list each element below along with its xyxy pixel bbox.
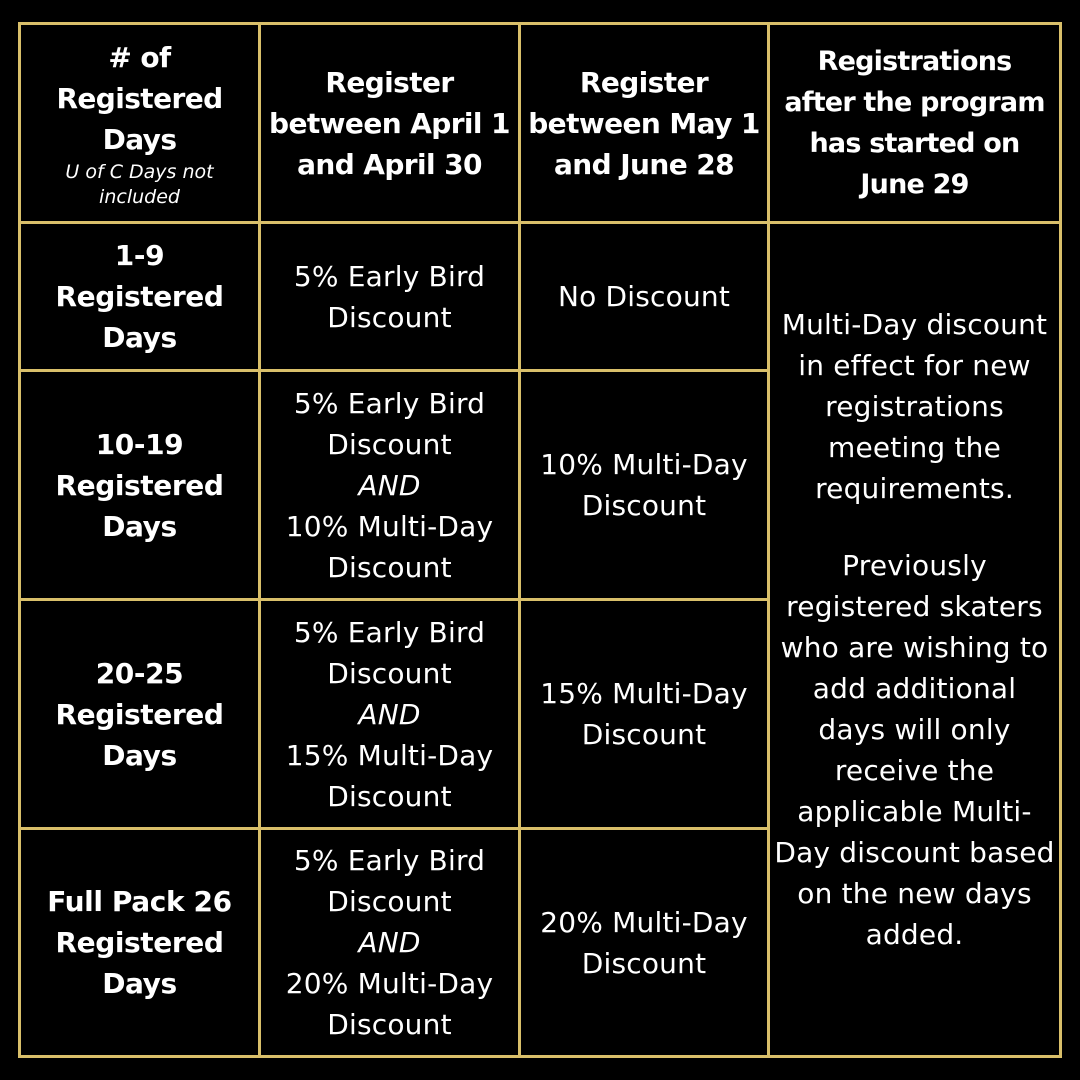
- cell-line: added.: [865, 918, 964, 951]
- cell-line: Discount: [327, 427, 452, 461]
- cell-line: Discount: [327, 550, 452, 584]
- row-label-10-19: [21, 372, 258, 598]
- header-line: and June 28: [553, 147, 734, 181]
- header-line: # of: [108, 40, 171, 74]
- header-april: [261, 25, 518, 221]
- cell-line: Day discount based: [774, 836, 1055, 869]
- april-cell-full-pack: [261, 830, 518, 1055]
- header-may: [521, 25, 767, 221]
- header-line: Days: [102, 122, 177, 156]
- row-label-line: 20-25: [95, 656, 184, 690]
- row-label-1-9: [21, 224, 258, 369]
- cell-line: Multi-Day discount: [781, 308, 1048, 341]
- header-line: and April 30: [297, 147, 482, 181]
- discount-table: [18, 22, 1062, 1058]
- cell-line: No Discount: [557, 280, 731, 313]
- row-label-line: 1-9: [114, 239, 165, 272]
- header-days: [21, 25, 258, 221]
- cell-line: Discount: [327, 1008, 452, 1041]
- cell-line: 20% Multi-Day: [285, 967, 494, 1000]
- cell-line: on the new days: [797, 877, 1032, 910]
- row-label-line: Registered: [55, 280, 224, 313]
- cell-line: Discount: [327, 885, 452, 918]
- row-label-line: 10-19: [95, 427, 184, 461]
- cell-line: Discount: [581, 489, 707, 522]
- cell-line: days will only: [818, 713, 1011, 746]
- row-label-line: Days: [102, 967, 177, 1000]
- may-cell-full-pack: [521, 830, 767, 1055]
- cell-line: 5% Early Bird: [293, 615, 486, 649]
- cell-line: 15% Multi-Day: [285, 738, 494, 772]
- header-line: has started on: [809, 128, 1020, 159]
- header-line: after the program: [784, 87, 1045, 118]
- cell-line: Previously: [842, 549, 987, 582]
- header-line: between May 1: [528, 106, 760, 140]
- cell-line: Discount: [581, 718, 707, 751]
- cell-line: Discount: [327, 779, 452, 813]
- cell-line: registrations: [825, 390, 1004, 423]
- april-cell-10-19: [261, 372, 518, 598]
- row-label-line: Registered: [55, 926, 224, 959]
- after-start-cell: [770, 224, 1059, 1055]
- row-label-line: Registered: [55, 697, 224, 731]
- may-cell-10-19: [521, 372, 767, 598]
- and-label: AND: [358, 697, 421, 731]
- cell-line: 10% Multi-Day: [540, 448, 748, 481]
- header-line: Registrations: [817, 46, 1012, 77]
- row-label-20-25: [21, 601, 258, 827]
- header-line: Register: [325, 65, 454, 99]
- cell-line: requirements.: [815, 472, 1014, 505]
- row-label-line: Registered: [55, 468, 224, 502]
- cell-line: 20% Multi-Day: [540, 905, 748, 939]
- cell-line: registered skaters: [786, 590, 1043, 623]
- header-note-line: U of C Days not: [65, 160, 214, 183]
- cell-line: 5% Early Bird: [293, 386, 486, 420]
- april-cell-20-25: [261, 601, 518, 827]
- cell-line: 5% Early Bird: [293, 259, 486, 293]
- row-label-line: Days: [102, 738, 177, 772]
- cell-line: Discount: [327, 656, 452, 690]
- cell-line: Discount: [327, 300, 452, 334]
- cell-line: who are wishing to: [780, 631, 1049, 664]
- header-line: between April 1: [269, 106, 510, 140]
- header-line: Registered: [56, 81, 223, 115]
- cell-line: receive the: [834, 754, 995, 787]
- row-label-full-pack: [21, 830, 258, 1055]
- row-label-line: Days: [102, 321, 177, 354]
- cell-line: meeting the: [827, 431, 1002, 464]
- header-line: June 29: [860, 169, 969, 200]
- cell-line: 15% Multi-Day: [540, 677, 748, 710]
- may-cell-20-25: [521, 601, 767, 827]
- april-cell-1-9: [261, 224, 518, 369]
- header-note-line: included: [99, 185, 180, 208]
- cell-line: applicable Multi-: [797, 795, 1032, 828]
- header-after-start: [770, 25, 1059, 221]
- may-cell-1-9: [521, 224, 767, 369]
- cell-line: 10% Multi-Day: [285, 509, 494, 543]
- row-label-line: Full Pack 26: [47, 885, 232, 918]
- and-label: AND: [358, 926, 421, 959]
- header-line: Register: [579, 65, 709, 99]
- and-label: AND: [358, 468, 421, 502]
- row-label-line: Days: [102, 509, 177, 543]
- cell-line: in effect for new: [798, 349, 1031, 382]
- cell-line: Discount: [581, 946, 707, 980]
- cell-line: add additional: [812, 672, 1017, 705]
- cell-line: 5% Early Bird: [293, 844, 486, 877]
